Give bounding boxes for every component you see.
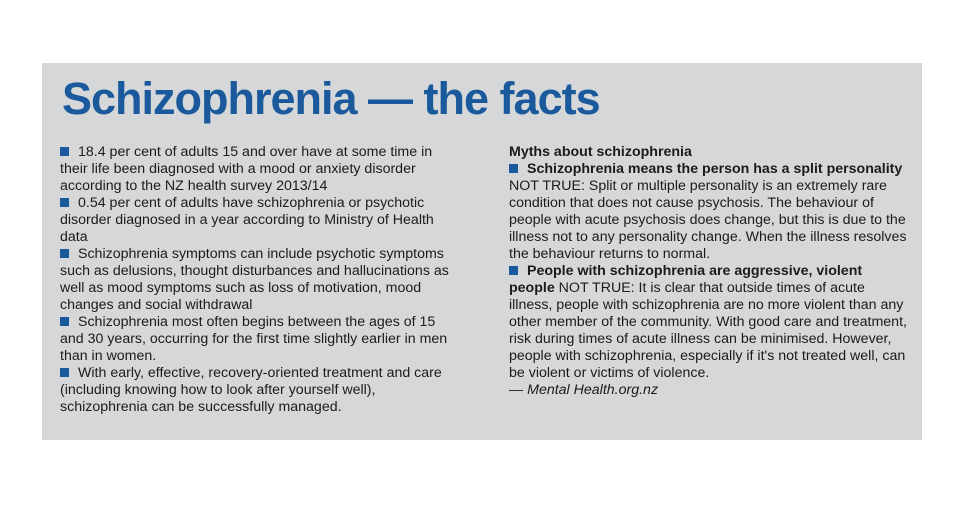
- myth-item: [509, 161, 909, 263]
- fact-text: Schizophrenia symptoms can include psychotic symptoms such as delusions, thought disturbances and hallucinations as well as mood symptoms such as loss of motivation, mood changes and social withdrawal: [60, 246, 449, 313]
- fact-item: [60, 365, 460, 416]
- fact-box: [42, 63, 922, 440]
- myth-lead: Schizophrenia means the person has a split personality: [527, 161, 903, 177]
- fact-item: [60, 144, 460, 195]
- square-bullet-icon: [60, 249, 69, 258]
- fact-item: [60, 314, 460, 365]
- myths-column: [509, 144, 909, 399]
- fact-text: 0.54 per cent of adults have schizophrenia or psychotic disorder diagnosed in a year according to Ministry of Health data: [60, 195, 434, 245]
- square-bullet-icon: [60, 198, 69, 207]
- fact-text: Schizophrenia most often begins between the ages of 15 and 30 years, occurring for the first time slightly earlier in men than in women.: [60, 314, 448, 364]
- square-bullet-icon: [60, 368, 69, 377]
- fact-item: [60, 246, 460, 314]
- fact-item: [60, 195, 460, 246]
- myth-lead: People with schizophrenia are aggressive, violent people: [509, 263, 863, 296]
- square-bullet-icon: [60, 317, 69, 326]
- square-bullet-icon: [509, 266, 518, 275]
- source-credit: — Mental Health.org.nz: [509, 382, 659, 398]
- myths-heading: Myths about schizophrenia: [509, 144, 692, 160]
- square-bullet-icon: [60, 147, 69, 156]
- square-bullet-icon: [509, 164, 518, 173]
- facts-column: [60, 144, 460, 416]
- fact-text: 18.4 per cent of adults 15 and over have at some time in their life been diagnosed with a mood or anxiety disorder according to the NZ health survey 2013/14: [60, 144, 433, 194]
- page-title: Schizophrenia — the facts: [62, 73, 600, 124]
- myth-text: NOT TRUE: Split or multiple personality is an extremely rare condition that does not cause psychosis. The behaviour of people with acute psychosis does change, but this is due to the illness not to any personality change. When the illness resolves the behaviour returns to normal.: [509, 178, 907, 262]
- myth-item: [509, 263, 909, 382]
- myth-text: NOT TRUE: It is clear that outside times of acute illness, people with schizophrenia are no more violent than any other member of the community. With good care and treatment, risk during times of acute illness can be minimised. However, people with schizophrenia, especially if it's not treated well, can be violent or victims of violence.: [509, 280, 907, 381]
- fact-text: With early, effective, recovery-oriented treatment and care (including knowing how to look after yourself well), schizophrenia can be successfully managed.: [60, 365, 442, 415]
